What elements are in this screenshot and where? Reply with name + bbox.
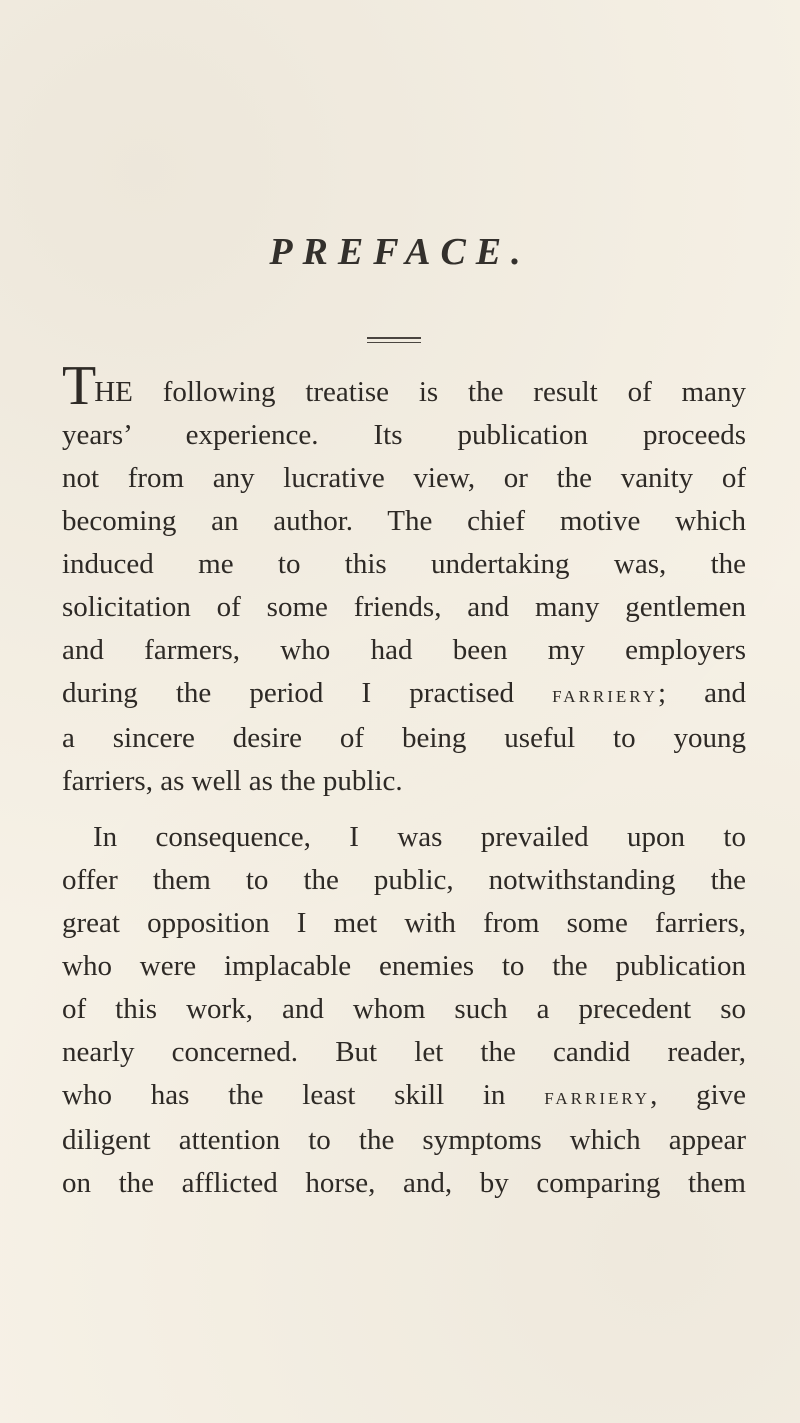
paragraph-1 xyxy=(62,355,747,803)
paragraph-line: and farmers, who had been my employers xyxy=(62,634,746,666)
title-rule-thin xyxy=(367,342,421,343)
paragraph-line: In consequence, I was prevailed upon to xyxy=(93,821,746,853)
paragraph-line: becoming an author. The chief motive which xyxy=(62,505,746,537)
paragraph-line: a sincere desire of being useful to young xyxy=(62,722,746,754)
small-caps-term: farriery xyxy=(544,1084,651,1110)
line-text: HE following treatise is the result of many xyxy=(94,376,746,408)
line-text-tail: ; and xyxy=(657,677,747,709)
line-text: during the period I practised xyxy=(62,677,514,709)
line-text: who has the least skill in xyxy=(62,1079,506,1111)
title-rule xyxy=(367,337,421,339)
small-caps-term: farriery xyxy=(552,682,658,708)
paragraph-line: induced me to this undertaking was, the xyxy=(62,548,746,580)
paragraph-line: great opposition I met with from some farriers, xyxy=(62,907,746,939)
paragraph-line: solicitation of some friends, and many gentlemen xyxy=(62,591,746,623)
paragraph-line: who were implacable enemies to the publication xyxy=(62,950,746,982)
drop-cap: T xyxy=(62,355,95,417)
paragraph-line xyxy=(62,1074,746,1119)
paragraph-2 xyxy=(62,816,746,1205)
paragraph-line: not from any lucrative view, or the vanity of xyxy=(62,462,746,494)
paragraph-line xyxy=(62,672,746,717)
paragraph-line: diligent attention to the symptoms which appear xyxy=(62,1124,746,1156)
paragraph-line: nearly concerned. But let the candid reader, xyxy=(62,1036,746,1068)
paragraph-line: farriers, as well as the public. xyxy=(62,765,403,797)
paragraph-line: years’ experience. Its publication proceeds xyxy=(62,419,746,451)
line-text-tail: , give xyxy=(650,1079,746,1111)
paragraph-line: on the afflicted horse, and, by comparing them xyxy=(62,1167,746,1199)
paragraph-line: of this work, and whom such a precedent so xyxy=(62,993,746,1025)
paragraph-line: offer them to the public, notwithstanding the xyxy=(62,864,746,896)
page-title: PREFACE. xyxy=(269,231,531,273)
paragraph-line xyxy=(62,355,746,417)
